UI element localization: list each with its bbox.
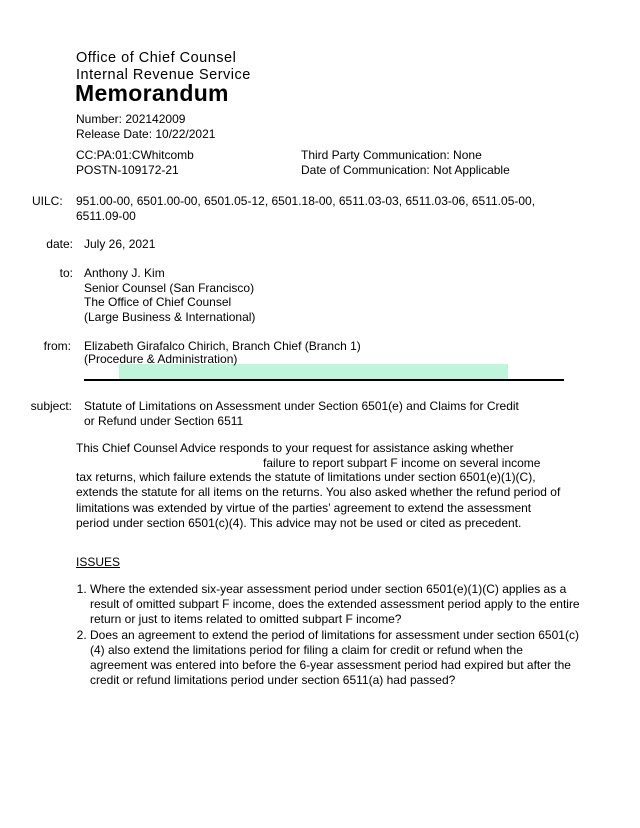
issue-item-1: 1. Where the extended six-year assessment period under section 6501(e)(1)(C) applies as a result of omitted subpart F income, does the extended assessment period apply to the entire return or just to items related to omitted subpart F income? — [90, 582, 580, 628]
memo-number: Number: 202142009 — [76, 112, 186, 126]
recipient-name: Anthony J. Kim — [84, 266, 165, 280]
office-code: CC:PA:01:CWhitcomb — [76, 148, 194, 162]
memo-date: July 26, 2021 — [84, 237, 156, 251]
body-paragraph-line1: This Chief Counsel Advice responds to your request for assistance asking whether — [76, 441, 514, 455]
body-paragraph-line2: failure to report subpart F income on several income — [263, 456, 541, 470]
third-party-communication: Third Party Communication: None — [301, 148, 482, 162]
to-label: to: — [59, 266, 73, 280]
issues-list — [76, 582, 580, 688]
subject-label: subject: — [30, 399, 72, 413]
release-date: Release Date: 10/22/2021 — [76, 127, 216, 141]
recipient-division: (Large Business & International) — [84, 310, 256, 324]
signature-line — [84, 379, 564, 381]
body-paragraph-rest: tax returns, which failure extends the statute of limitations under section 6501(e)(1)(C), extends the statute for all items on the returns. You also asked whether the refund period of limitations was extended by virtue of the parties’ agreement to extend the assessment period under section 6501(c)(4). This advice may not be used or cited as precedent. — [76, 470, 561, 530]
issue-item-2: 2. Does an agreement to extend the period of limitations for assessment under section 6501(c)(4) also extend the limitations period for filing a claim for credit or refund when the agreement was entered into before the 6-year assessment period had expired but after the credit or refund limitations period under section 6511(a) had passed? — [90, 628, 580, 689]
date-label: date: — [46, 237, 73, 251]
uilc-codes-line1: 951.00-00, 6501.00-00, 6501.05-12, 6501.18-00, 6511.03-03, 6511.03-06, 6511.05-00, — [76, 194, 536, 208]
postn-code: POSTN-109172-21 — [76, 163, 179, 177]
issues-heading: ISSUES — [76, 555, 121, 569]
office-name: Office of Chief Counsel — [76, 50, 237, 66]
recipient-office: The Office of Chief Counsel — [84, 295, 232, 309]
uilc-codes-line2: 6511.09-00 — [76, 209, 136, 223]
redaction-highlight — [119, 364, 508, 380]
subject-line1: Statute of Limitations on Assessment under Section 6501(e) and Claims for Credit — [84, 399, 519, 413]
sender-division: (Procedure & Administration) — [84, 352, 238, 366]
recipient-title: Senior Counsel (San Francisco) — [84, 281, 255, 295]
service-name: Internal Revenue Service — [76, 67, 251, 83]
document-type: Memorandum — [75, 80, 229, 106]
from-label: from: — [43, 339, 71, 353]
uilc-label: UILC: — [32, 194, 63, 208]
date-of-communication: Date of Communication: Not Applicable — [301, 163, 510, 177]
subject-line2: or Refund under Section 6511 — [84, 414, 244, 428]
sender-name: Elizabeth Girafalco Chirich, Branch Chief (Branch 1) — [84, 339, 361, 353]
